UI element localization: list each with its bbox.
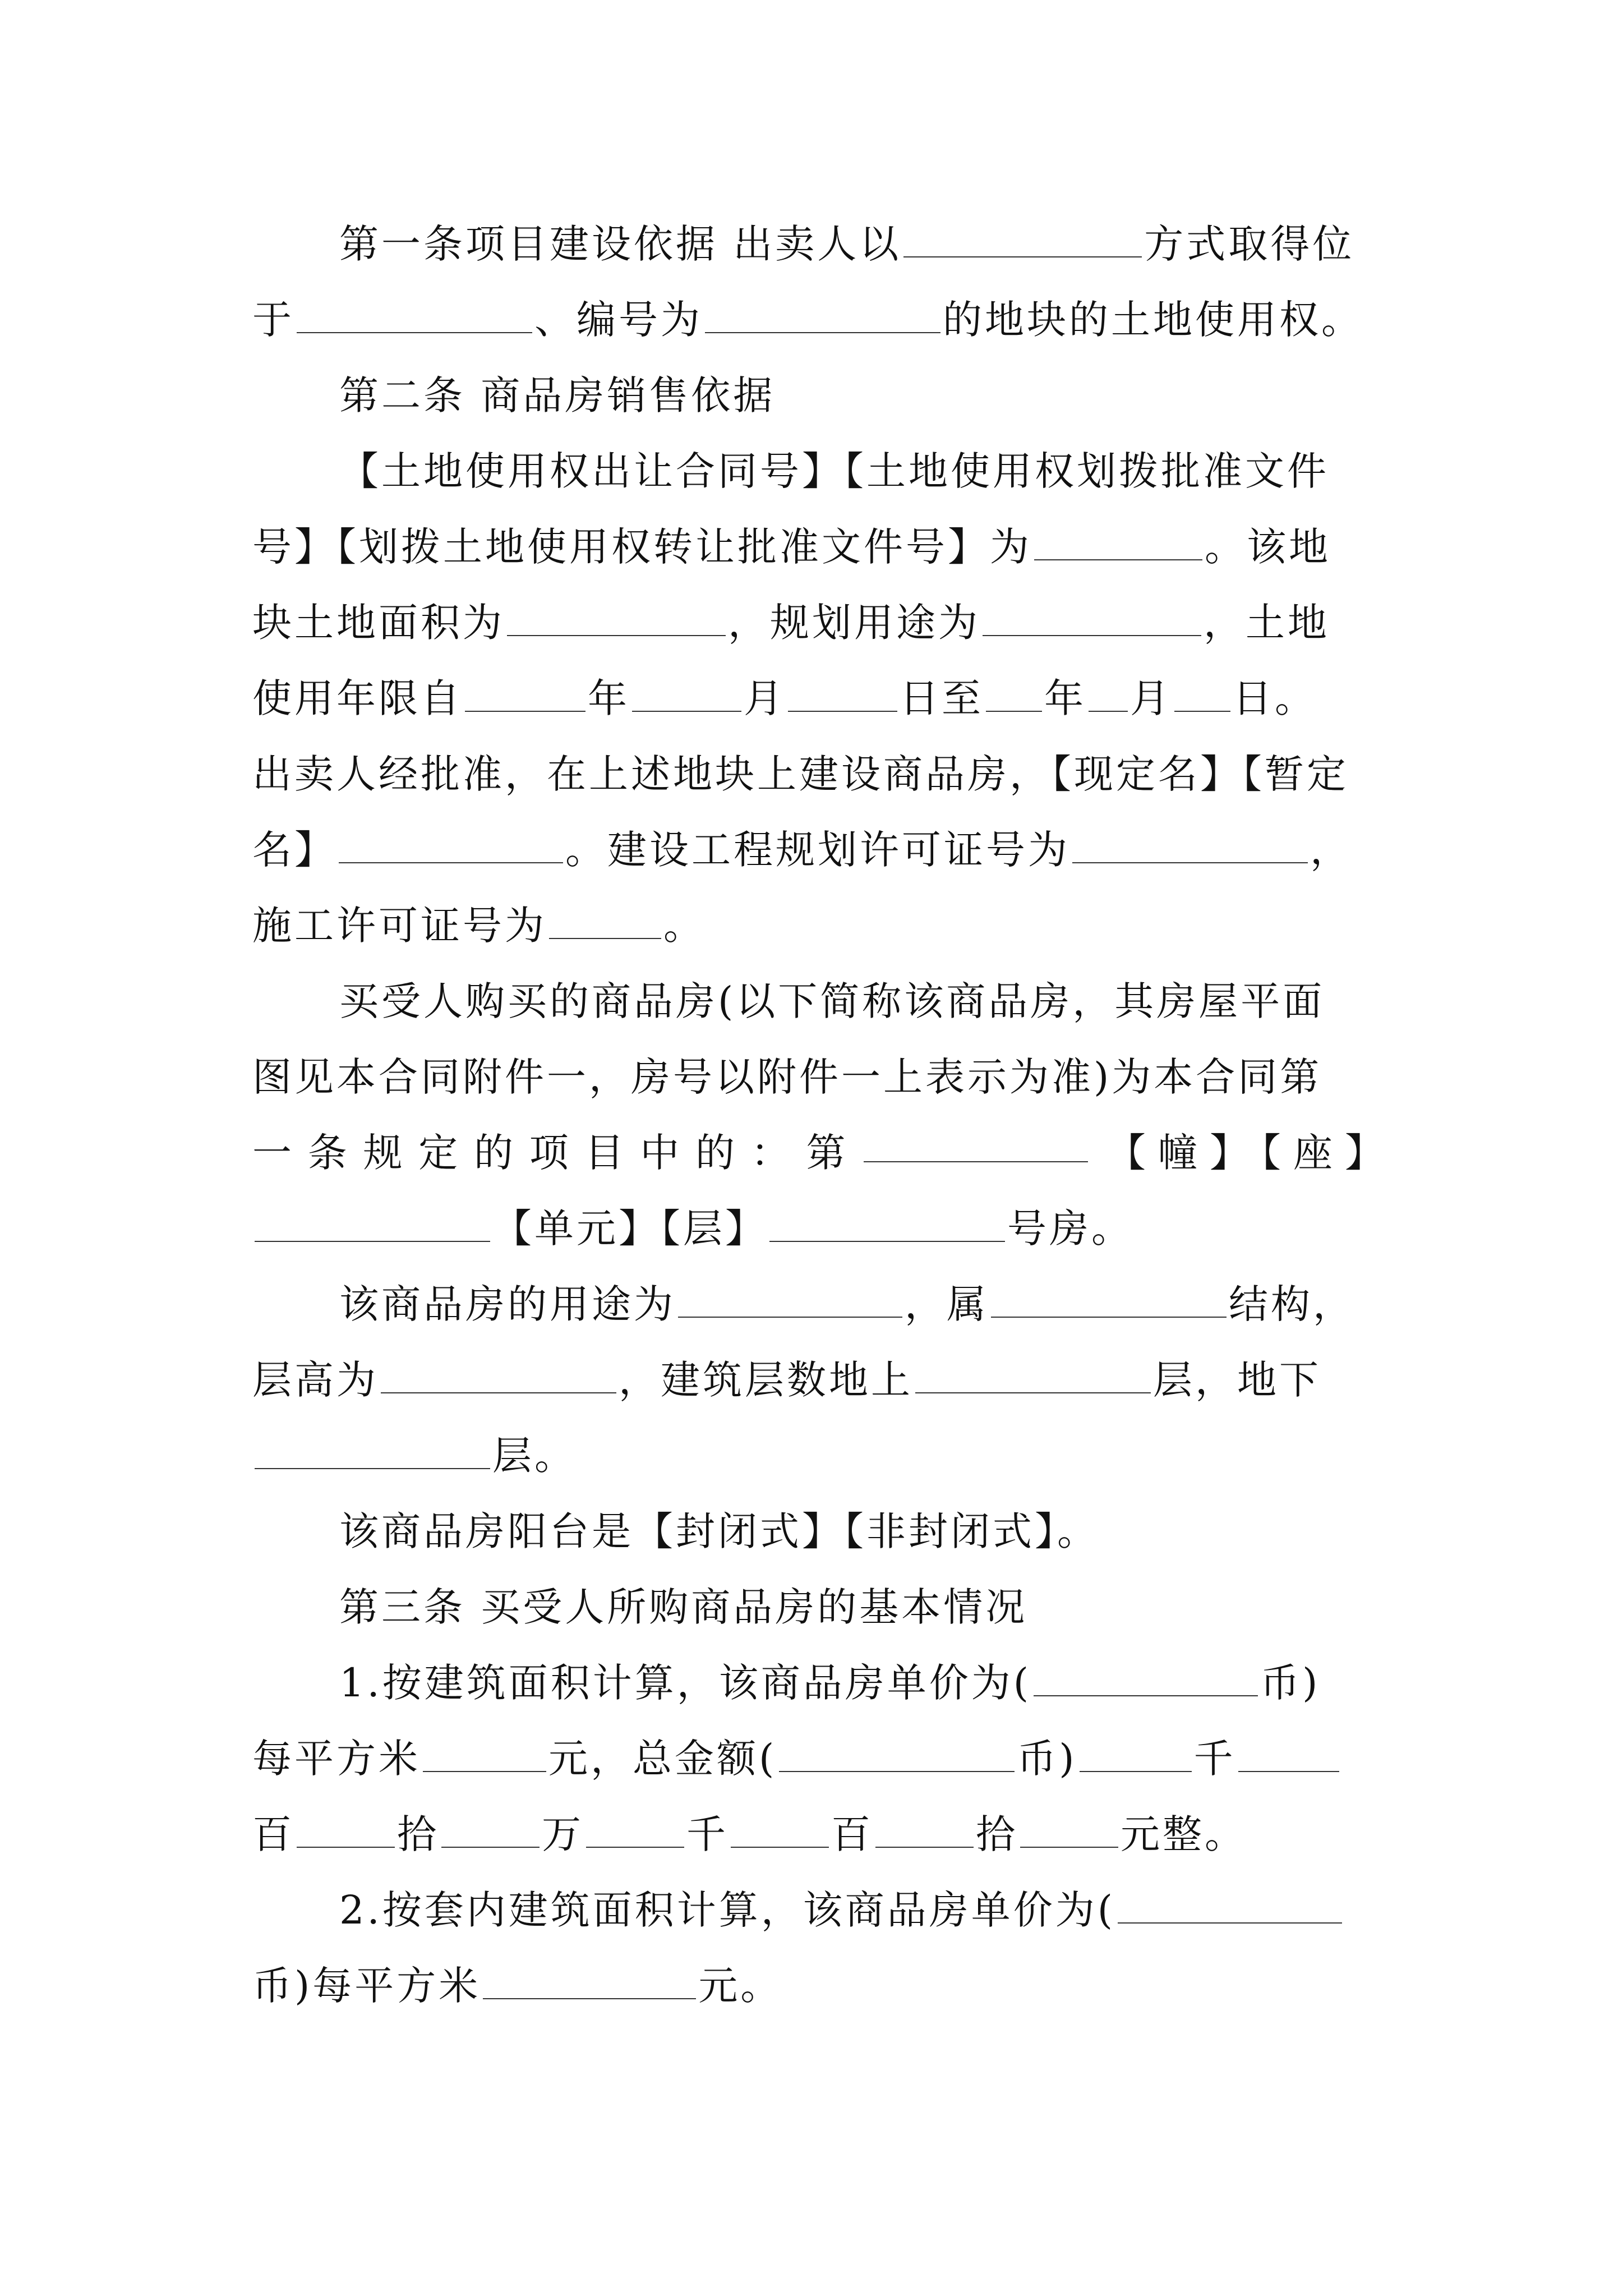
- blank-field: [465, 671, 585, 712]
- text-segment: 于: [252, 297, 294, 343]
- clause-2-line-6: [252, 819, 1396, 881]
- clause-2-line-11: [252, 1198, 1396, 1259]
- text-segment: 第二条 商品房销售依据: [339, 372, 776, 418]
- text-segment: 出卖人经批准，在上述地块上建设商品房，【现定名】【暂定: [252, 751, 1349, 797]
- blank-field: [991, 1277, 1227, 1318]
- text-segment: ，规划用途为: [728, 600, 980, 646]
- blank-field: [423, 1732, 546, 1772]
- blank-field: [779, 1732, 1015, 1772]
- text-segment: 币)每平方米: [252, 1963, 481, 2009]
- clause-2-line-8: [339, 970, 1396, 1032]
- blank-field: [1118, 1883, 1342, 1924]
- clause-2-line-9: [252, 1046, 1396, 1108]
- blank-field: [549, 899, 661, 939]
- char: 第: [806, 1130, 846, 1176]
- char: 项: [529, 1130, 569, 1176]
- text-segment: 元整。: [1121, 1811, 1247, 1857]
- clause-2-line-14: [252, 1425, 1396, 1487]
- text-segment: 日。: [1233, 675, 1317, 721]
- blank-field: [441, 1807, 540, 1848]
- blank-field: [483, 1959, 696, 1999]
- blank-field: [705, 293, 940, 333]
- text-segment: 该商品房的用途为: [339, 1281, 676, 1327]
- text-segment: 万: [542, 1811, 584, 1857]
- blank-field: [1034, 1656, 1258, 1696]
- text-segment: 每平方米: [252, 1736, 421, 1782]
- clause-3-line-2: [252, 1728, 1396, 1789]
- blank-field: [255, 1202, 490, 1242]
- clause-2-line-2: [252, 516, 1396, 578]
- blank-field: [255, 1429, 490, 1469]
- text-segment: 。: [663, 903, 706, 949]
- clause-2-heading: [339, 365, 1396, 426]
- text-segment: 、编号为: [534, 297, 703, 343]
- text-segment: 元，总金额(: [548, 1736, 777, 1782]
- text-segment: 【土地使用权出让合同号】【土地使用权划拨批准文件: [339, 448, 1329, 494]
- blank-field: [1072, 823, 1308, 863]
- text-segment: 百: [252, 1811, 294, 1857]
- char: 中: [640, 1130, 680, 1176]
- blank-field: [632, 671, 741, 712]
- text-segment: 日至: [900, 675, 984, 721]
- clause-3-line-3: [252, 1803, 1396, 1865]
- char: 条: [307, 1130, 347, 1176]
- blank-field: [507, 596, 726, 636]
- text-segment: 1.按建筑面积计算，该商品房单价为(: [339, 1660, 1032, 1706]
- text-segment: 千: [1193, 1736, 1236, 1782]
- text-segment: 币): [1017, 1736, 1077, 1782]
- char: 一: [252, 1130, 292, 1176]
- clause-3-heading: [339, 1576, 1396, 1638]
- text-segment: 名】: [252, 827, 336, 873]
- text-segment: 千: [686, 1811, 728, 1857]
- clause-2-line-15: [339, 1501, 1396, 1562]
- blank-field: [586, 1807, 684, 1848]
- text-segment: 方式取得位: [1144, 221, 1355, 267]
- char: ：: [750, 1130, 790, 1176]
- char: 规: [363, 1130, 403, 1176]
- text-segment: 。建设工程规划许可证号为: [565, 827, 1070, 873]
- blank-field: [769, 1202, 1005, 1242]
- text-segment: 块土地面积为: [252, 600, 505, 646]
- text-segment: 【幢】【座】: [1106, 1130, 1396, 1176]
- clause-2-line-10: [252, 1122, 1396, 1184]
- text-segment: 元。: [698, 1963, 783, 2009]
- char: 目: [584, 1130, 624, 1176]
- text-segment: 层高为: [252, 1357, 379, 1403]
- blank-field: [864, 1122, 1088, 1162]
- blank-field: [983, 596, 1201, 636]
- clause-3-line-1: [339, 1652, 1396, 1714]
- text-segment: 币): [1260, 1660, 1321, 1706]
- text-segment: 拾: [976, 1811, 1018, 1857]
- blank-field: [875, 1807, 974, 1848]
- blank-field: [1020, 1807, 1118, 1848]
- text-segment: 月: [1130, 675, 1172, 721]
- text-segment: 层。: [492, 1433, 577, 1479]
- text-segment: 买受人购买的商品房(以下简称该商品房，其房屋平面: [339, 978, 1325, 1024]
- text-segment: 。该地: [1205, 524, 1331, 570]
- text-segment: ，土地: [1204, 600, 1330, 646]
- blank-field: [297, 293, 532, 333]
- text-segment: 第一条项目建设依据 出卖人以: [339, 221, 902, 267]
- char: 的: [474, 1130, 513, 1176]
- text-segment: 月: [744, 675, 786, 721]
- text-segment: 【单元】【层】: [492, 1205, 767, 1251]
- blank-field: [788, 671, 897, 712]
- text-segment: 层，地下: [1153, 1357, 1321, 1403]
- clause-3-line-4: [339, 1879, 1396, 1941]
- clause-2-line-5: [252, 743, 1396, 805]
- blank-field: [903, 217, 1142, 257]
- clause-2-line-3: [252, 592, 1396, 654]
- blank-field: [986, 671, 1042, 712]
- text-segment: 拾: [397, 1811, 439, 1857]
- text-segment: ，建筑层数地上: [619, 1357, 913, 1403]
- text-segment: 2.按套内建筑面积计算，该商品房单价为(: [339, 1887, 1116, 1933]
- blank-field: [297, 1807, 395, 1848]
- text-segment: 该商品房阳台是【封闭式】【非封闭式】。: [339, 1508, 1099, 1554]
- blank-field: [1089, 671, 1128, 712]
- clause-2-line-12: [339, 1273, 1396, 1335]
- blank-field: [1080, 1732, 1192, 1772]
- text-segment: 施工许可证号为: [252, 903, 547, 949]
- char: 定: [418, 1130, 458, 1176]
- blank-field: [339, 823, 563, 863]
- clause-1-line-1: [339, 213, 1396, 275]
- clause-2-line-13: [252, 1349, 1396, 1411]
- text-segment: ，: [1310, 827, 1352, 873]
- clause-2-line-1: [339, 440, 1396, 502]
- blank-field: [678, 1277, 902, 1318]
- text-segment: 结构，: [1229, 1281, 1355, 1327]
- blank-field: [731, 1807, 829, 1848]
- text-segment: 第三条 买受人所购商品房的基本情况: [339, 1584, 1028, 1630]
- blank-field: [915, 1353, 1151, 1393]
- text-segment: 号房。: [1007, 1205, 1133, 1251]
- text-segment: 百: [831, 1811, 873, 1857]
- blank-field: [1174, 671, 1230, 712]
- text-segment: 年: [588, 675, 630, 721]
- char: 的: [695, 1130, 735, 1176]
- text-segment: 的地块的土地使用权。: [943, 297, 1363, 343]
- blank-field: [1238, 1732, 1339, 1772]
- clause-3-line-5: [252, 1955, 1396, 2017]
- text-segment: 号】【划拨土地使用权转让批准文件号】为: [252, 524, 1032, 570]
- blank-field: [1034, 520, 1202, 560]
- text-segment: 图见本合同附件一，房号以附件一上表示为准)为本合同第: [252, 1054, 1322, 1100]
- text-segment: ，属: [905, 1281, 989, 1327]
- text-segment: 使用年限自: [252, 675, 463, 721]
- text-segment: 年: [1044, 675, 1086, 721]
- clause-1-line-2: [252, 289, 1396, 351]
- blank-field: [381, 1353, 616, 1393]
- clause-2-line-7: [252, 895, 1396, 956]
- clause-2-line-4: [252, 668, 1396, 729]
